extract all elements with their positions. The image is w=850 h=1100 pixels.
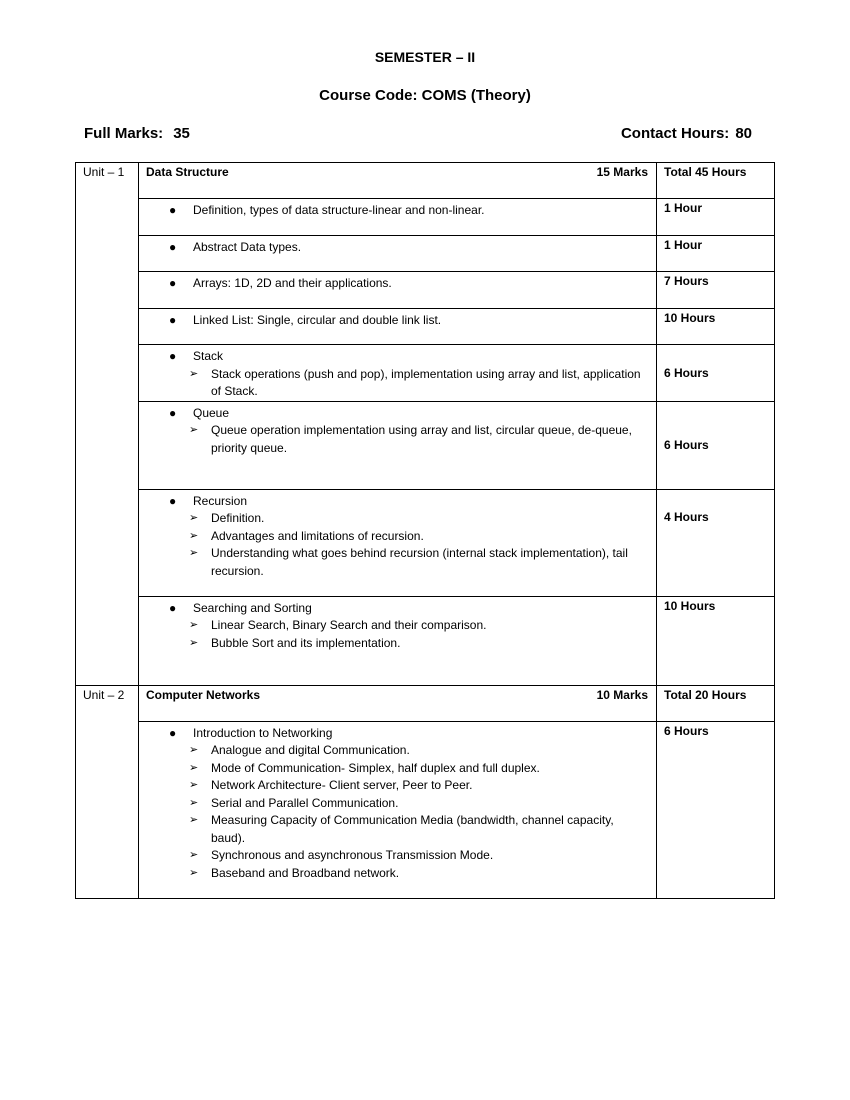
- topic-item: [165, 202, 646, 220]
- contact-hours-value: 80: [735, 125, 752, 142]
- topic-item: [165, 348, 646, 366]
- topic-cell: [139, 309, 657, 345]
- topic-row: [76, 199, 775, 236]
- topic-cell: [139, 272, 657, 309]
- subtopic-item: [165, 777, 646, 795]
- topic-text: Queue: [193, 405, 230, 420]
- topic-item: [165, 600, 646, 618]
- topic-cell: [139, 345, 657, 402]
- arrow-bullet-icon: ➢: [189, 547, 199, 559]
- subtopic-item: [165, 635, 646, 653]
- arrow-bullet-icon: ➢: [189, 512, 199, 524]
- subtopic-text: Stack operations (push and pop), implementation using array and list, application of Stack.: [211, 366, 641, 398]
- topic-row: [76, 345, 775, 402]
- subtopic-item: [165, 865, 646, 883]
- subtopic-item: [165, 742, 646, 760]
- bullet-icon: ●: [169, 349, 177, 363]
- contact-hours: [621, 125, 752, 142]
- subtopic-text: Linear Search, Binary Search and their comparison.: [211, 618, 487, 632]
- unit-label: Unit – 1: [76, 163, 139, 686]
- subtopic-text: Measuring Capacity of Communication Media (bandwidth, channel capacity, baud).: [211, 813, 614, 845]
- topic-hours: 10 Hours: [657, 309, 775, 345]
- topic-row: [76, 236, 775, 272]
- unit-total-hours: Total 45 Hours: [657, 163, 775, 199]
- topic-hours: 6 Hours: [657, 401, 775, 489]
- topic-cell: [139, 401, 657, 489]
- subtopic-item: [165, 760, 646, 778]
- unit-marks: 15 Marks: [596, 165, 648, 179]
- unit-header-row: [76, 685, 775, 721]
- arrow-bullet-icon: ➢: [189, 796, 199, 809]
- topic-cell: [139, 721, 657, 898]
- topic-hours: 6 Hours: [657, 345, 775, 402]
- full-marks-value: 35: [173, 125, 190, 142]
- topic-item: [165, 405, 646, 423]
- bullet-icon: ●: [169, 600, 177, 615]
- arrow-bullet-icon: ➢: [189, 849, 199, 861]
- arrow-bullet-icon: ➢: [189, 367, 199, 380]
- topic-hours: 4 Hours: [657, 489, 775, 596]
- semester-title: SEMESTER – II: [374, 49, 476, 65]
- arrow-bullet-icon: ➢: [189, 761, 199, 774]
- bullet-icon: ●: [169, 203, 177, 217]
- arrow-bullet-icon: ➢: [189, 779, 199, 791]
- topic-row: [76, 596, 775, 685]
- subtopic-text: Definition.: [211, 511, 265, 525]
- arrow-bullet-icon: ➢: [189, 424, 199, 436]
- subtopic-text: Advantages and limitations of recursion.: [211, 528, 424, 543]
- subtopic-text: Understanding what goes behind recursion (internal stack implementation), tail recursion.: [211, 546, 628, 578]
- subtopic-text: Mode of Communication- Simplex, half duplex and full duplex.: [211, 760, 540, 775]
- arrow-bullet-icon: ➢: [189, 636, 199, 649]
- topic-hours: 6 Hours: [657, 721, 775, 898]
- arrow-bullet-icon: ➢: [189, 529, 199, 542]
- subtopic-text: Baseband and Broadband network.: [211, 865, 400, 880]
- subtopic-text: Bubble Sort and its implementation.: [211, 635, 401, 650]
- subtopic-text: Network Architecture- Client server, Peer to Peer.: [211, 778, 473, 792]
- topic-cell: [139, 236, 657, 272]
- subtopic-item: [165, 510, 646, 528]
- topic-text: Definition, types of data structure-linear and non-linear.: [193, 203, 485, 217]
- subtopic-item: [165, 795, 646, 813]
- bullet-icon: ●: [169, 405, 177, 420]
- subtopic-item: [165, 617, 646, 635]
- arrow-bullet-icon: ➢: [189, 619, 199, 631]
- topic-row: [76, 309, 775, 345]
- unit-header-row: [76, 163, 775, 199]
- topic-hours: 1 Hour: [657, 236, 775, 272]
- arrow-bullet-icon: ➢: [189, 744, 199, 756]
- topic-cell: [139, 596, 657, 685]
- subtopic-item: [165, 422, 646, 457]
- bullet-icon: ●: [169, 240, 177, 254]
- unit-marks: 10 Marks: [596, 687, 648, 702]
- topic-item: [165, 725, 646, 743]
- contact-hours-label: Contact Hours:: [620, 125, 730, 142]
- subtopic-item: [165, 528, 646, 546]
- arrow-bullet-icon: ➢: [189, 866, 199, 879]
- topic-cell: [139, 199, 657, 236]
- unit-title-cell: [139, 685, 657, 721]
- bullet-icon: ●: [169, 276, 177, 290]
- topic-row: [76, 272, 775, 309]
- marks-line: [84, 125, 752, 145]
- subtopic-text: Analogue and digital Communication.: [211, 743, 410, 757]
- topic-text: Stack: [193, 349, 224, 363]
- subtopic-item: [165, 847, 646, 865]
- topic-text: Abstract Data types.: [193, 240, 302, 254]
- topic-text: Arrays: 1D, 2D and their applications.: [193, 276, 392, 290]
- topic-hours: 7 Hours: [657, 272, 775, 309]
- unit-title: Data Structure: [146, 165, 229, 179]
- full-marks-label: Full Marks:: [84, 125, 164, 142]
- topic-item: [165, 239, 646, 257]
- topic-row: [76, 489, 775, 596]
- topic-row: [76, 401, 775, 489]
- topic-item: [165, 312, 646, 330]
- bullet-icon: ●: [169, 725, 177, 740]
- topic-text: Searching and Sorting: [193, 600, 312, 615]
- course-code: Course Code: COMS (Theory): [319, 87, 531, 104]
- subtopic-text: Queue operation implementation using array and list, circular queue, de-queue, priority queue.: [211, 423, 632, 455]
- topic-hours: 10 Hours: [657, 596, 775, 685]
- unit-total-hours: Total 20 Hours: [657, 685, 775, 721]
- topic-text: Introduction to Networking: [193, 725, 333, 740]
- syllabus-table: [75, 162, 775, 899]
- bullet-icon: ●: [169, 493, 177, 508]
- topic-text: Recursion: [193, 493, 248, 508]
- topic-item: [165, 493, 646, 511]
- bullet-icon: ●: [169, 313, 177, 327]
- arrow-bullet-icon: ➢: [189, 814, 199, 826]
- subtopic-item: [165, 812, 646, 847]
- topic-cell: [139, 489, 657, 596]
- topic-row: [76, 721, 775, 898]
- unit-label: Unit – 2: [76, 685, 139, 898]
- subtopic-item: [165, 545, 646, 580]
- topic-text: Linked List: Single, circular and double link list.: [193, 313, 442, 327]
- subtopic-item: [165, 366, 646, 401]
- unit-title: Computer Networks: [146, 687, 261, 702]
- topic-hours: 1 Hour: [657, 199, 775, 236]
- unit-title-cell: [139, 163, 657, 199]
- subtopic-text: Serial and Parallel Communication.: [211, 795, 399, 810]
- full-marks: [84, 125, 190, 142]
- subtopic-text: Synchronous and asynchronous Transmission Mode.: [211, 848, 494, 862]
- topic-item: [165, 275, 646, 293]
